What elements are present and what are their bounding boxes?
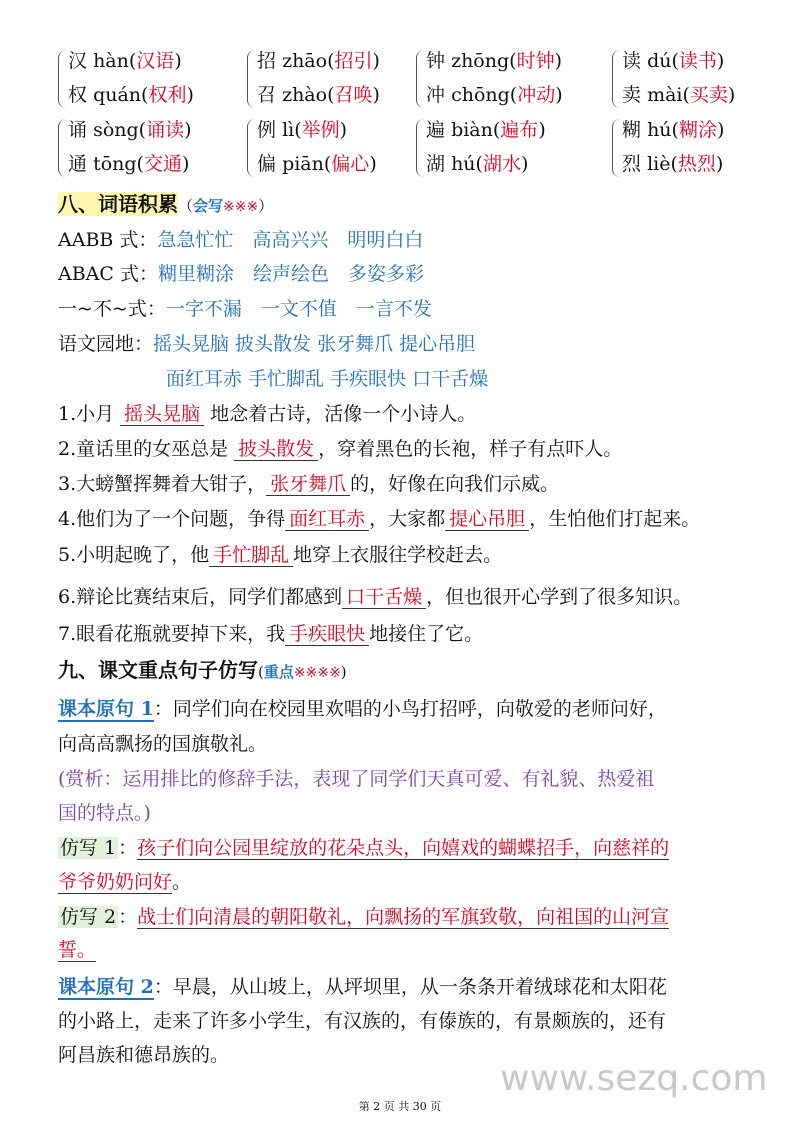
text: 战士们向清晨的朝阳敬礼，向飘扬的军旗致敬，向祖国的山河宣 <box>137 906 670 928</box>
text: 孩子们向公园里绽放的花朵点头，向嬉戏的蝴蝶招手，向慈祥的 <box>137 837 670 859</box>
imitation-1: 仿写 1 ：孩子们向公园里绽放的花朵点头，向嬉戏的蝴蝶招手，向慈祥的 <box>60 837 670 859</box>
answer-blank: 披头散发 <box>234 438 318 461</box>
sentence-text: 地穿上衣服往学校赶去。 <box>293 544 503 566</box>
char-entry: 诵 sòng(诵读) <box>68 119 192 141</box>
char-entry: 烈 liè(热烈) <box>622 153 724 175</box>
char: 冲 <box>426 84 446 106</box>
word-row <box>166 364 488 394</box>
char-entry: 通 tōng(交通) <box>68 153 190 175</box>
char: 偏 <box>257 153 277 175</box>
sentence-text: ，生怕他们打起来。 <box>529 508 701 530</box>
word: 汉语 <box>136 50 175 72</box>
row-words: 一字不漏 一文不值 一言不发 <box>165 298 432 320</box>
char-entry: 遍 biàn(遍布) <box>426 119 546 141</box>
char-entry: 卖 mài(买卖) <box>622 84 736 106</box>
sentence-text: 5.小明起晚了，他 <box>58 544 210 566</box>
sentence-text: 地接住了它。 <box>369 623 484 645</box>
fill-sentence <box>58 540 502 570</box>
brace-icon <box>612 119 621 177</box>
sentence-text: 地念着古诗，活像一个小诗人。 <box>204 403 477 425</box>
pinyin: hú <box>647 119 672 141</box>
char: 权 <box>68 84 88 106</box>
word: 招引 <box>334 50 373 72</box>
word-row <box>58 329 475 359</box>
importance-stars: ※※※ <box>223 199 259 215</box>
text: 誓 <box>58 939 78 961</box>
row-label: ABAC 式： <box>58 263 158 285</box>
char-entry: 糊 hú(糊涂) <box>622 119 725 141</box>
imitation-2-cont: 誓。 <box>58 939 97 961</box>
word: 交通 <box>143 153 182 175</box>
page-footer: 第 2 页 共 30 页 <box>358 1100 442 1113</box>
sentence-text: ，大家都 <box>369 508 446 530</box>
sentence-text: ，但也很开心学到了很多知识。 <box>426 586 693 608</box>
char: 卖 <box>622 84 642 106</box>
word: 遍布 <box>500 119 539 141</box>
analysis: (赏析：运用排比的修辞手法，表现了同学们天真可爱、有礼貌、热爱祖 <box>58 768 655 790</box>
section-title: 八、词语积累 <box>58 192 178 216</box>
row-words: 急急忙忙 高高兴兴 明明白白 <box>157 229 424 251</box>
row-words: 面红耳赤 手忙脚乱 手疾眼快 口干舌燥 <box>166 368 489 390</box>
char: 湖 <box>426 153 446 175</box>
original-sentence-1-cont: 向高高飘扬的国旗敬礼。 <box>58 733 268 755</box>
char-pair <box>622 113 724 181</box>
row-words: 糊里糊涂 绘声绘色 多姿多彩 <box>157 263 424 285</box>
answer-blank: 口干舌燥 <box>342 586 426 609</box>
char: 汉 <box>68 50 88 72</box>
word: 诵读 <box>146 119 185 141</box>
word: 热烈 <box>677 153 716 175</box>
pinyin: dú <box>647 50 672 72</box>
answer-blank: 摇头晃脑 <box>120 403 204 426</box>
section-title: 九、课文重点句子仿写 <box>58 658 258 682</box>
char-entry: 权 quán(权利) <box>68 84 194 106</box>
pinyin: liè <box>647 153 671 175</box>
pinyin: biàn <box>451 119 493 141</box>
word: 时钟 <box>516 50 555 72</box>
sentence-text: 7.眼看花瓶就要掉下来，我 <box>58 623 286 645</box>
fill-sentence <box>58 619 483 649</box>
char: 烈 <box>622 153 642 175</box>
word-row <box>58 294 432 324</box>
section-8-heading: 八、词语积累（会写※※※） <box>58 192 274 216</box>
sentence-text: 的，好像在向我们示威。 <box>350 473 560 495</box>
word: 读书 <box>678 50 717 72</box>
sentence-text: ，穿着黑色的长袍，样子有点吓人。 <box>318 438 623 460</box>
section-note: 会写 <box>193 197 224 215</box>
brace-icon <box>416 50 425 108</box>
pinyin: chōng <box>451 84 510 106</box>
char-entry: 召 zhào(召唤) <box>257 84 380 106</box>
char: 招 <box>257 50 277 72</box>
pinyin: piān <box>282 153 324 175</box>
fill-sentence <box>58 582 692 612</box>
imitation-1-cont: 爷爷奶奶问好。 <box>58 871 192 893</box>
label: 课本原句 2 <box>58 976 154 998</box>
pinyin: hàn <box>93 50 129 72</box>
pinyin: zhāo <box>282 50 328 72</box>
pinyin: tōng <box>93 153 137 175</box>
answer-blank: 张牙舞爪 <box>266 473 350 496</box>
fill-sentence <box>58 469 559 499</box>
sentence-text: 1.小月 <box>58 403 121 425</box>
char-pair <box>257 113 377 181</box>
text: 早晨，从山坡上，从坪坝里，从一条条开着绒球花和太阳花 <box>172 976 667 998</box>
row-words: 摇头晃脑 披头散发 张牙舞爪 提心吊胆 <box>153 333 476 355</box>
pinyin: sòng <box>93 119 139 141</box>
char-entry: 钟 zhōng(时钟) <box>426 50 563 72</box>
char: 通 <box>68 153 88 175</box>
text: 同学们向在校园里欢唱的小鸟打招呼，向敬爱的老师问好， <box>172 698 667 720</box>
pinyin: zhào <box>282 84 328 106</box>
char: 钟 <box>426 50 446 72</box>
char-pair <box>257 44 380 112</box>
char-entry: 湖 hú(湖水) <box>426 153 529 175</box>
char-pair <box>622 44 735 112</box>
char-entry: 冲 chōng(冲动) <box>426 84 563 106</box>
char-entry: 读 dú(读书) <box>622 50 725 72</box>
pinyin: mài <box>647 84 683 106</box>
imitation-2: 仿写 2 ：战士们向清晨的朝阳敬礼，向飘扬的军旗致敬，向祖国的山河宣 <box>60 906 670 928</box>
sentence-text: 3.大螃蟹挥舞着大钳子， <box>58 473 267 495</box>
brace-icon <box>612 50 621 108</box>
importance-stars: ※※※※ <box>293 665 341 681</box>
sentence-text: 4.他们为了一个问题，争得 <box>58 508 286 530</box>
word-row <box>58 225 423 255</box>
label: 课本原句 1 <box>58 698 154 720</box>
brace-icon <box>416 119 425 177</box>
answer-blank: 面红耳赤 <box>285 508 369 531</box>
brace-icon <box>58 119 67 177</box>
brace-icon <box>247 119 256 177</box>
original-sentence-2: 课本原句 2：早晨，从山坡上，从坪坝里，从一条条开着绒球花和太阳花 <box>58 976 667 998</box>
word: 召唤 <box>334 84 373 106</box>
pinyin: hú <box>451 153 476 175</box>
char: 召 <box>257 84 277 106</box>
word: 权利 <box>148 84 187 106</box>
section-9-heading: 九、课文重点句子仿写(重点※※※※) <box>58 658 347 682</box>
pinyin: zhōng <box>451 50 510 72</box>
label: 仿写 1 <box>60 837 117 859</box>
label: 仿写 2 <box>60 906 117 928</box>
brace-icon <box>58 50 67 108</box>
char-entry: 偏 piān(偏心) <box>257 153 377 175</box>
word: 买卖 <box>689 84 728 106</box>
answer-blank: 手忙脚乱 <box>209 544 293 567</box>
sentence-text: 6.辩论比赛结束后，同学们都感到 <box>58 586 343 608</box>
word: 湖水 <box>482 153 521 175</box>
original-sentence-2-cont: 的小路上，走来了许多小学生，有汉族的，有傣族的，有景颇族的，还有 <box>58 1010 667 1032</box>
word: 糊涂 <box>678 119 717 141</box>
char: 读 <box>622 50 642 72</box>
char-entry: 例 lì(举例) <box>257 119 348 141</box>
fill-sentence <box>58 434 622 464</box>
char: 诵 <box>68 119 88 141</box>
row-label: 一~不~式： <box>58 298 166 320</box>
analysis-cont: 国的特点。) <box>58 802 151 824</box>
word: 举例 <box>301 119 340 141</box>
char: 例 <box>257 119 277 141</box>
answer-blank: 提心吊胆 <box>445 508 529 531</box>
watermark: www.sezq.com <box>500 1058 768 1099</box>
char: 糊 <box>622 119 642 141</box>
row-label: 语文园地： <box>58 333 154 355</box>
pinyin: quán <box>93 84 142 106</box>
brace-icon <box>247 50 256 108</box>
section-note: 重点 <box>263 663 294 681</box>
char-pair <box>68 44 194 112</box>
row-label: AABB 式： <box>58 229 158 251</box>
char-pair <box>426 113 546 181</box>
fill-sentence <box>58 399 476 429</box>
char: 遍 <box>426 119 446 141</box>
pinyin: lì <box>282 119 295 141</box>
char-entry: 招 zhāo(招引) <box>257 50 380 72</box>
char-pair <box>68 113 192 181</box>
sentence-text: 2.童话里的女巫总是 <box>58 438 235 460</box>
fill-sentence <box>58 504 700 534</box>
word: 冲动 <box>517 84 556 106</box>
original-sentence-2-end: 阿昌族和德昂族的。 <box>58 1044 230 1066</box>
word: 偏心 <box>331 153 370 175</box>
char-entry: 汉 hàn(汉语) <box>68 50 182 72</box>
word-row <box>58 259 424 289</box>
original-sentence-1: 课本原句 1：同学们向在校园里欢唱的小鸟打招呼，向敬爱的老师问好， <box>58 698 667 720</box>
char-pair <box>426 44 563 112</box>
text: 爷爷奶奶问好 <box>58 871 173 893</box>
answer-blank: 手疾眼快 <box>285 623 369 646</box>
